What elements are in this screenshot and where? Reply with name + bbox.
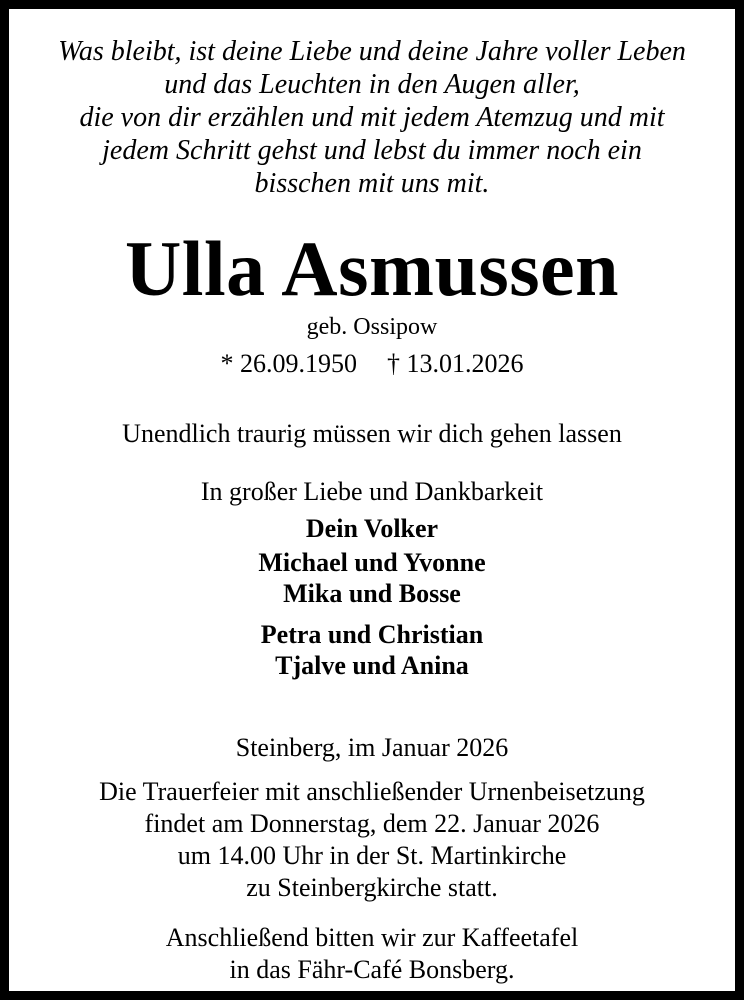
verse-line: bisschen mit uns mit. [254, 168, 490, 199]
verse-line: die von dir erzählen und mit jedem Atemzug und mit [79, 102, 665, 133]
dedication-line: In großer Liebe und Dankbarkeit [200, 477, 544, 506]
verse-block [9, 35, 735, 200]
death-date: † 13.01.2026 [387, 349, 524, 378]
ceremony-block [9, 776, 735, 904]
life-dates [9, 351, 735, 377]
maiden-name: geb. Ossipow [306, 314, 438, 340]
ceremony-line: Die Trauerfeier mit anschließender Urnenbeisetzung [99, 777, 645, 806]
family-group-1 [9, 547, 735, 609]
ceremony-line: zu Steinbergkirche statt. [246, 873, 498, 902]
place-date: Steinberg, im Januar 2026 [235, 733, 509, 762]
reception-line: Anschließend bitten wir zur Kaffeetafel [165, 923, 579, 952]
family-line: Michael und Yvonne [258, 548, 486, 577]
verse-line: und das Leuchten in den Augen aller, [164, 69, 580, 100]
verse-line: Was bleibt, ist deine Liebe und deine Jahre voller Leben [58, 36, 686, 67]
deceased-name: Ulla Asmussen [124, 225, 620, 312]
ceremony-line: findet am Donnerstag, dem 22. Januar 2026 [144, 809, 600, 838]
family-line: Mika und Bosse [283, 579, 461, 608]
family-group-2 [9, 619, 735, 681]
reception-block [9, 922, 735, 986]
birth-date: * 26.09.1950 [220, 349, 357, 378]
mourning-line: Unendlich traurig müssen wir dich gehen lassen [122, 419, 622, 448]
verse-line: jedem Schritt gehst und lebst du immer noch ein [102, 135, 642, 166]
family-line: Tjalve und Anina [275, 651, 469, 680]
reception-line: in das Fähr-Café Bonsberg. [229, 955, 515, 984]
family-line: Petra und Christian [260, 620, 484, 649]
ceremony-line: um 14.00 Uhr in der St. Martinkirche [177, 841, 567, 870]
husband-name: Dein Volker [305, 514, 439, 543]
